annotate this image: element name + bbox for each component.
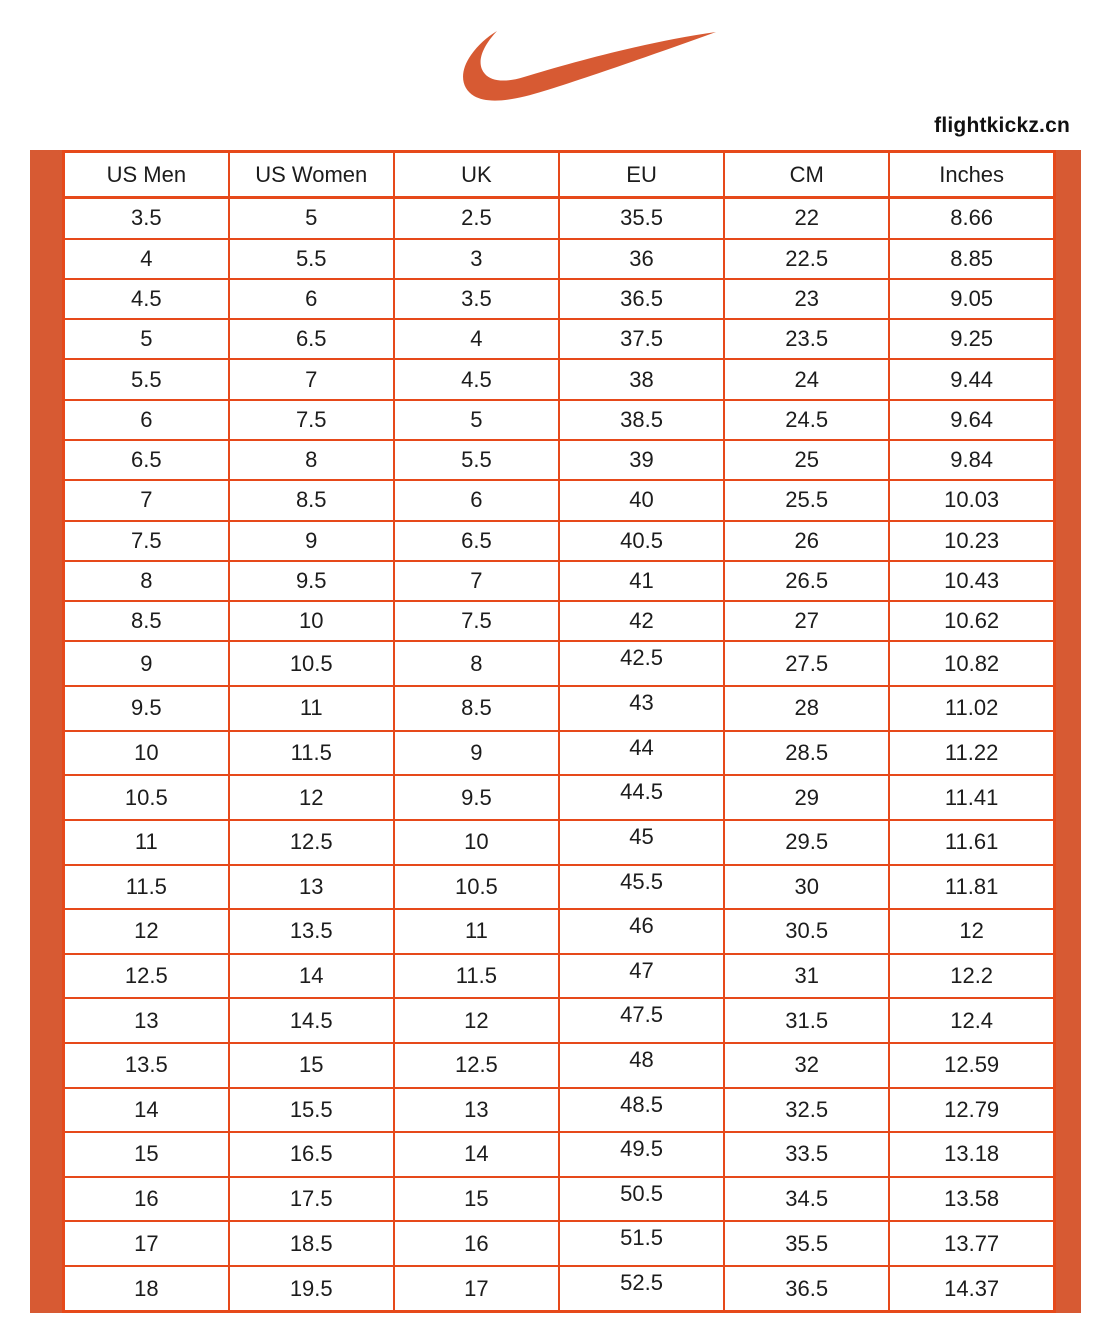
size-cell: 16 bbox=[394, 1221, 559, 1266]
size-cell: 30.5 bbox=[724, 909, 889, 954]
size-cell: 8.85 bbox=[889, 239, 1054, 279]
size-cell: 8.5 bbox=[64, 601, 229, 641]
table-row bbox=[64, 1177, 1055, 1222]
table-row bbox=[64, 954, 1055, 999]
table-row bbox=[64, 440, 1055, 480]
size-cell: 9 bbox=[64, 641, 229, 686]
size-cell: 13.58 bbox=[889, 1177, 1054, 1222]
table-row bbox=[64, 601, 1055, 641]
size-cell: 14 bbox=[64, 1088, 229, 1133]
size-cell: 9.05 bbox=[889, 279, 1054, 319]
size-cell: 40 bbox=[559, 480, 724, 520]
size-cell: 12.79 bbox=[889, 1088, 1054, 1133]
size-cell: 5.5 bbox=[229, 239, 394, 279]
size-cell: 3 bbox=[394, 239, 559, 279]
size-cell: 2.5 bbox=[394, 198, 559, 239]
size-cell: 12.5 bbox=[64, 954, 229, 999]
size-cell: 11.5 bbox=[394, 954, 559, 999]
column-header: US Women bbox=[229, 152, 394, 198]
size-cell: 3.5 bbox=[64, 198, 229, 239]
size-cell: 8.5 bbox=[394, 686, 559, 731]
left-accent-bar bbox=[30, 150, 62, 1313]
size-cell: 10.5 bbox=[229, 641, 394, 686]
size-cell: 7 bbox=[394, 561, 559, 601]
size-cell: 8.5 bbox=[229, 480, 394, 520]
size-cell: 11 bbox=[229, 686, 394, 731]
size-cell: 9.64 bbox=[889, 400, 1054, 440]
size-cell: 16.5 bbox=[229, 1132, 394, 1177]
size-cell: 13.5 bbox=[64, 1043, 229, 1088]
size-cell: 30 bbox=[724, 865, 889, 910]
right-accent-bar bbox=[1056, 150, 1081, 1313]
size-cell: 9 bbox=[394, 731, 559, 776]
size-cell: 29 bbox=[724, 775, 889, 820]
table-row bbox=[64, 775, 1055, 820]
size-cell: 10 bbox=[394, 820, 559, 865]
size-cell: 11 bbox=[64, 820, 229, 865]
size-cell: 12 bbox=[394, 998, 559, 1043]
size-cell: 44.5 bbox=[559, 775, 724, 820]
size-cell: 10.03 bbox=[889, 480, 1054, 520]
size-cell: 45.5 bbox=[559, 865, 724, 910]
size-cell: 6 bbox=[64, 400, 229, 440]
table-header bbox=[64, 152, 1055, 198]
size-cell: 9.5 bbox=[229, 561, 394, 601]
size-cell: 24.5 bbox=[724, 400, 889, 440]
size-cell: 38 bbox=[559, 359, 724, 399]
site-label: flightkickz.cn bbox=[934, 114, 1070, 137]
table-row bbox=[64, 686, 1055, 731]
size-cell: 14 bbox=[394, 1132, 559, 1177]
table-row bbox=[64, 1221, 1055, 1266]
size-cell: 10.23 bbox=[889, 521, 1054, 561]
size-cell: 36.5 bbox=[724, 1266, 889, 1311]
size-conversion-table bbox=[62, 150, 1056, 1313]
size-cell: 9.5 bbox=[64, 686, 229, 731]
size-cell: 45 bbox=[559, 820, 724, 865]
size-cell: 14.5 bbox=[229, 998, 394, 1043]
size-chart bbox=[30, 150, 1081, 1313]
size-cell: 41 bbox=[559, 561, 724, 601]
table-row bbox=[64, 359, 1055, 399]
size-cell: 25.5 bbox=[724, 480, 889, 520]
size-cell: 10.43 bbox=[889, 561, 1054, 601]
size-cell: 6 bbox=[229, 279, 394, 319]
size-cell: 42.5 bbox=[559, 641, 724, 686]
size-cell: 7.5 bbox=[229, 400, 394, 440]
size-cell: 32 bbox=[724, 1043, 889, 1088]
size-cell: 28.5 bbox=[724, 731, 889, 776]
table-row bbox=[64, 521, 1055, 561]
table-row bbox=[64, 279, 1055, 319]
size-cell: 10 bbox=[64, 731, 229, 776]
size-cell: 36 bbox=[559, 239, 724, 279]
size-cell: 29.5 bbox=[724, 820, 889, 865]
size-cell: 27 bbox=[724, 601, 889, 641]
size-cell: 18 bbox=[64, 1266, 229, 1311]
table-row bbox=[64, 561, 1055, 601]
size-cell: 18.5 bbox=[229, 1221, 394, 1266]
size-cell: 31.5 bbox=[724, 998, 889, 1043]
size-cell: 9.44 bbox=[889, 359, 1054, 399]
size-cell: 11.02 bbox=[889, 686, 1054, 731]
table-row bbox=[64, 319, 1055, 359]
size-cell: 37.5 bbox=[559, 319, 724, 359]
size-cell: 36.5 bbox=[559, 279, 724, 319]
size-cell: 49.5 bbox=[559, 1132, 724, 1177]
column-header: US Men bbox=[64, 152, 229, 198]
size-cell: 11.41 bbox=[889, 775, 1054, 820]
table-body bbox=[64, 198, 1055, 1312]
size-cell: 11.61 bbox=[889, 820, 1054, 865]
size-cell: 9.84 bbox=[889, 440, 1054, 480]
size-cell: 26.5 bbox=[724, 561, 889, 601]
size-cell: 33.5 bbox=[724, 1132, 889, 1177]
table-row bbox=[64, 820, 1055, 865]
size-cell: 13.77 bbox=[889, 1221, 1054, 1266]
size-cell: 15 bbox=[64, 1132, 229, 1177]
size-cell: 6 bbox=[394, 480, 559, 520]
size-cell: 11.81 bbox=[889, 865, 1054, 910]
size-cell: 51.5 bbox=[559, 1221, 724, 1266]
size-cell: 31 bbox=[724, 954, 889, 999]
table-row bbox=[64, 909, 1055, 954]
size-cell: 14.37 bbox=[889, 1266, 1054, 1311]
table-row bbox=[64, 641, 1055, 686]
size-cell: 22.5 bbox=[724, 239, 889, 279]
size-cell: 12 bbox=[229, 775, 394, 820]
size-cell: 9 bbox=[229, 521, 394, 561]
size-cell: 22 bbox=[724, 198, 889, 239]
size-cell: 12.2 bbox=[889, 954, 1054, 999]
table-row bbox=[64, 1266, 1055, 1311]
size-cell: 6.5 bbox=[394, 521, 559, 561]
size-cell: 27.5 bbox=[724, 641, 889, 686]
size-cell: 50.5 bbox=[559, 1177, 724, 1222]
size-cell: 34.5 bbox=[724, 1177, 889, 1222]
size-cell: 26 bbox=[724, 521, 889, 561]
size-cell: 12.5 bbox=[394, 1043, 559, 1088]
size-cell: 11 bbox=[394, 909, 559, 954]
size-cell: 40.5 bbox=[559, 521, 724, 561]
size-cell: 14 bbox=[229, 954, 394, 999]
size-cell: 4.5 bbox=[64, 279, 229, 319]
size-cell: 24 bbox=[724, 359, 889, 399]
column-header: Inches bbox=[889, 152, 1054, 198]
table-row bbox=[64, 480, 1055, 520]
size-cell: 5 bbox=[394, 400, 559, 440]
size-cell: 7 bbox=[64, 480, 229, 520]
size-cell: 8 bbox=[394, 641, 559, 686]
size-cell: 8.66 bbox=[889, 198, 1054, 239]
size-cell: 35.5 bbox=[559, 198, 724, 239]
size-cell: 5.5 bbox=[394, 440, 559, 480]
size-cell: 5 bbox=[64, 319, 229, 359]
size-cell: 10.82 bbox=[889, 641, 1054, 686]
size-cell: 23 bbox=[724, 279, 889, 319]
size-cell: 9.25 bbox=[889, 319, 1054, 359]
header-row bbox=[64, 152, 1055, 198]
size-cell: 38.5 bbox=[559, 400, 724, 440]
size-cell: 13.18 bbox=[889, 1132, 1054, 1177]
size-cell: 8 bbox=[64, 561, 229, 601]
size-cell: 7.5 bbox=[64, 521, 229, 561]
table-row bbox=[64, 400, 1055, 440]
size-cell: 47 bbox=[559, 954, 724, 999]
size-cell: 12.5 bbox=[229, 820, 394, 865]
size-cell: 23.5 bbox=[724, 319, 889, 359]
size-cell: 44 bbox=[559, 731, 724, 776]
size-cell: 19.5 bbox=[229, 1266, 394, 1311]
column-header: EU bbox=[559, 152, 724, 198]
size-cell: 15.5 bbox=[229, 1088, 394, 1133]
size-cell: 8 bbox=[229, 440, 394, 480]
size-cell: 12.59 bbox=[889, 1043, 1054, 1088]
size-cell: 39 bbox=[559, 440, 724, 480]
size-cell: 47.5 bbox=[559, 998, 724, 1043]
size-cell: 13 bbox=[64, 998, 229, 1043]
size-cell: 12.4 bbox=[889, 998, 1054, 1043]
size-cell: 10.5 bbox=[64, 775, 229, 820]
size-cell: 17 bbox=[64, 1221, 229, 1266]
size-cell: 42 bbox=[559, 601, 724, 641]
size-cell: 10 bbox=[229, 601, 394, 641]
table-row bbox=[64, 1043, 1055, 1088]
table-row bbox=[64, 865, 1055, 910]
size-cell: 13 bbox=[229, 865, 394, 910]
size-cell: 6.5 bbox=[64, 440, 229, 480]
size-cell: 5.5 bbox=[64, 359, 229, 399]
size-cell: 9.5 bbox=[394, 775, 559, 820]
column-header: CM bbox=[724, 152, 889, 198]
size-cell: 11.22 bbox=[889, 731, 1054, 776]
size-cell: 3.5 bbox=[394, 279, 559, 319]
size-cell: 4.5 bbox=[394, 359, 559, 399]
size-cell: 6.5 bbox=[229, 319, 394, 359]
size-cell: 17.5 bbox=[229, 1177, 394, 1222]
size-cell: 17 bbox=[394, 1266, 559, 1311]
table-row bbox=[64, 239, 1055, 279]
table-row bbox=[64, 1088, 1055, 1133]
size-cell: 4 bbox=[64, 239, 229, 279]
size-cell: 4 bbox=[394, 319, 559, 359]
size-cell: 11.5 bbox=[64, 865, 229, 910]
size-cell: 35.5 bbox=[724, 1221, 889, 1266]
size-cell: 16 bbox=[64, 1177, 229, 1222]
size-cell: 15 bbox=[394, 1177, 559, 1222]
table-row bbox=[64, 998, 1055, 1043]
size-cell: 15 bbox=[229, 1043, 394, 1088]
size-cell: 10.5 bbox=[394, 865, 559, 910]
size-cell: 46 bbox=[559, 909, 724, 954]
table-row bbox=[64, 731, 1055, 776]
table-row bbox=[64, 198, 1055, 239]
size-cell: 12 bbox=[64, 909, 229, 954]
column-header: UK bbox=[394, 152, 559, 198]
size-cell: 7 bbox=[229, 359, 394, 399]
size-cell: 32.5 bbox=[724, 1088, 889, 1133]
size-cell: 10.62 bbox=[889, 601, 1054, 641]
size-cell: 13.5 bbox=[229, 909, 394, 954]
size-cell: 5 bbox=[229, 198, 394, 239]
size-cell: 28 bbox=[724, 686, 889, 731]
size-cell: 52.5 bbox=[559, 1266, 724, 1311]
size-cell: 43 bbox=[559, 686, 724, 731]
size-cell: 7.5 bbox=[394, 601, 559, 641]
size-cell: 48.5 bbox=[559, 1088, 724, 1133]
table-row bbox=[64, 1132, 1055, 1177]
size-cell: 13 bbox=[394, 1088, 559, 1133]
size-cell: 11.5 bbox=[229, 731, 394, 776]
size-cell: 48 bbox=[559, 1043, 724, 1088]
size-cell: 25 bbox=[724, 440, 889, 480]
size-cell: 12 bbox=[889, 909, 1054, 954]
nike-swoosh-icon bbox=[440, 28, 720, 120]
